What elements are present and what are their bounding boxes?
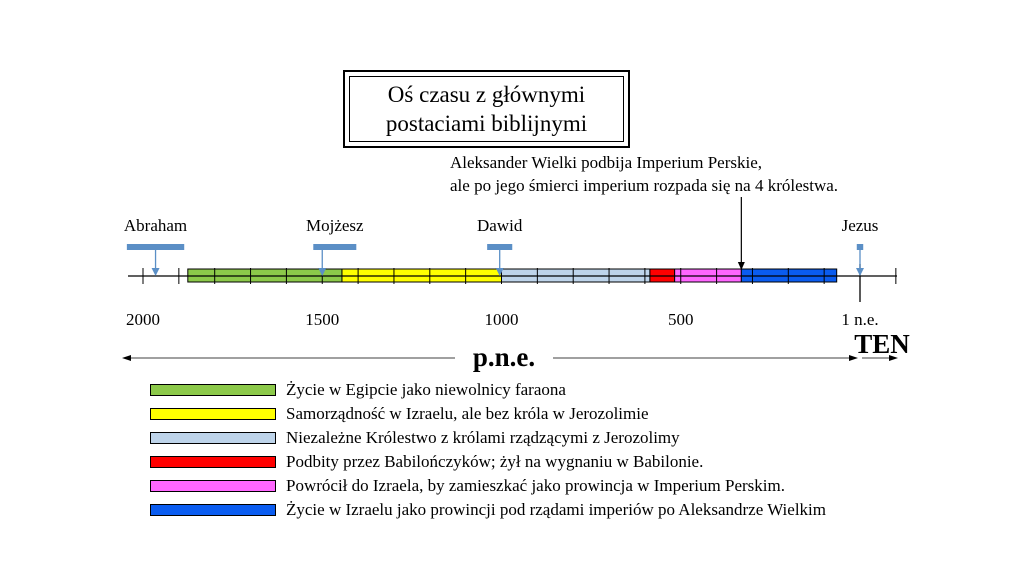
- bce-label: p.n.e.: [472, 342, 536, 372]
- figure-marker-bar-2: [487, 244, 512, 250]
- figure-arrow-icon-0: [152, 268, 160, 276]
- legend-item-2: [150, 428, 910, 452]
- legend-swatch-3: [150, 456, 276, 468]
- figure-marker-bar-0: [127, 244, 184, 250]
- legend-swatch-1: [150, 408, 276, 420]
- annotation-line-1: Aleksander Wielki podbija Imperium Perskie,: [450, 153, 763, 172]
- legend-swatch-2: [150, 432, 276, 444]
- legend-label-1: Samorządność w Izraelu, ale bez króla w Jerozolimie: [286, 404, 649, 423]
- tick-label-3: 500: [668, 310, 694, 329]
- figure-arrow-icon-3: [856, 268, 864, 276]
- tick-label-2: 1000: [484, 310, 519, 329]
- bce-arrow-left-icon: [122, 355, 131, 361]
- legend-item-3: [150, 452, 910, 476]
- figure-label-3: Jezus: [841, 216, 879, 235]
- legend-label-3: Podbity przez Babilończyków; żył na wygnaniu w Babilonie.: [286, 452, 704, 471]
- tick-label-0: 2000: [126, 310, 160, 329]
- page-title: Oś czasu z głównymi postaciami biblijnymi: [349, 76, 624, 142]
- annotation-line-2: ale po jego śmierci imperium rozpada się na 4 królestwa.: [450, 176, 839, 195]
- legend-swatch-0: [150, 384, 276, 396]
- legend-item-5: [150, 500, 910, 524]
- figure-label-2: Dawid: [477, 216, 523, 235]
- tick-label-1: 1500: [305, 310, 340, 329]
- legend-label-5: Życie w Izraelu jako prowincji pod rządami imperiów po Aleksandrze Wielkim: [286, 500, 826, 519]
- tick-label-4: 1 n.e.: [841, 310, 879, 329]
- figure-marker-bar-1: [313, 244, 356, 250]
- legend-swatch-4: [150, 480, 276, 492]
- legend-swatch-5: [150, 504, 276, 516]
- legend-item-0: [150, 380, 910, 404]
- legend-label-0: Życie w Egipcie jako niewolnicy faraona: [286, 380, 566, 399]
- figure-label-1: Mojżesz: [306, 216, 364, 235]
- ce-label: TEN: [854, 329, 910, 359]
- figure-label-0: Abraham: [123, 216, 188, 235]
- figure-marker-bar-3: [857, 244, 863, 250]
- legend-item-1: [150, 404, 910, 428]
- legend-label-4: Powrócił do Izraela, by zamieszkać jako prowincja w Imperium Perskim.: [286, 476, 785, 495]
- legend-label-2: Niezależne Królestwo z królami rządzącymi z Jerozolimy: [286, 428, 680, 447]
- legend-item-4: [150, 476, 910, 500]
